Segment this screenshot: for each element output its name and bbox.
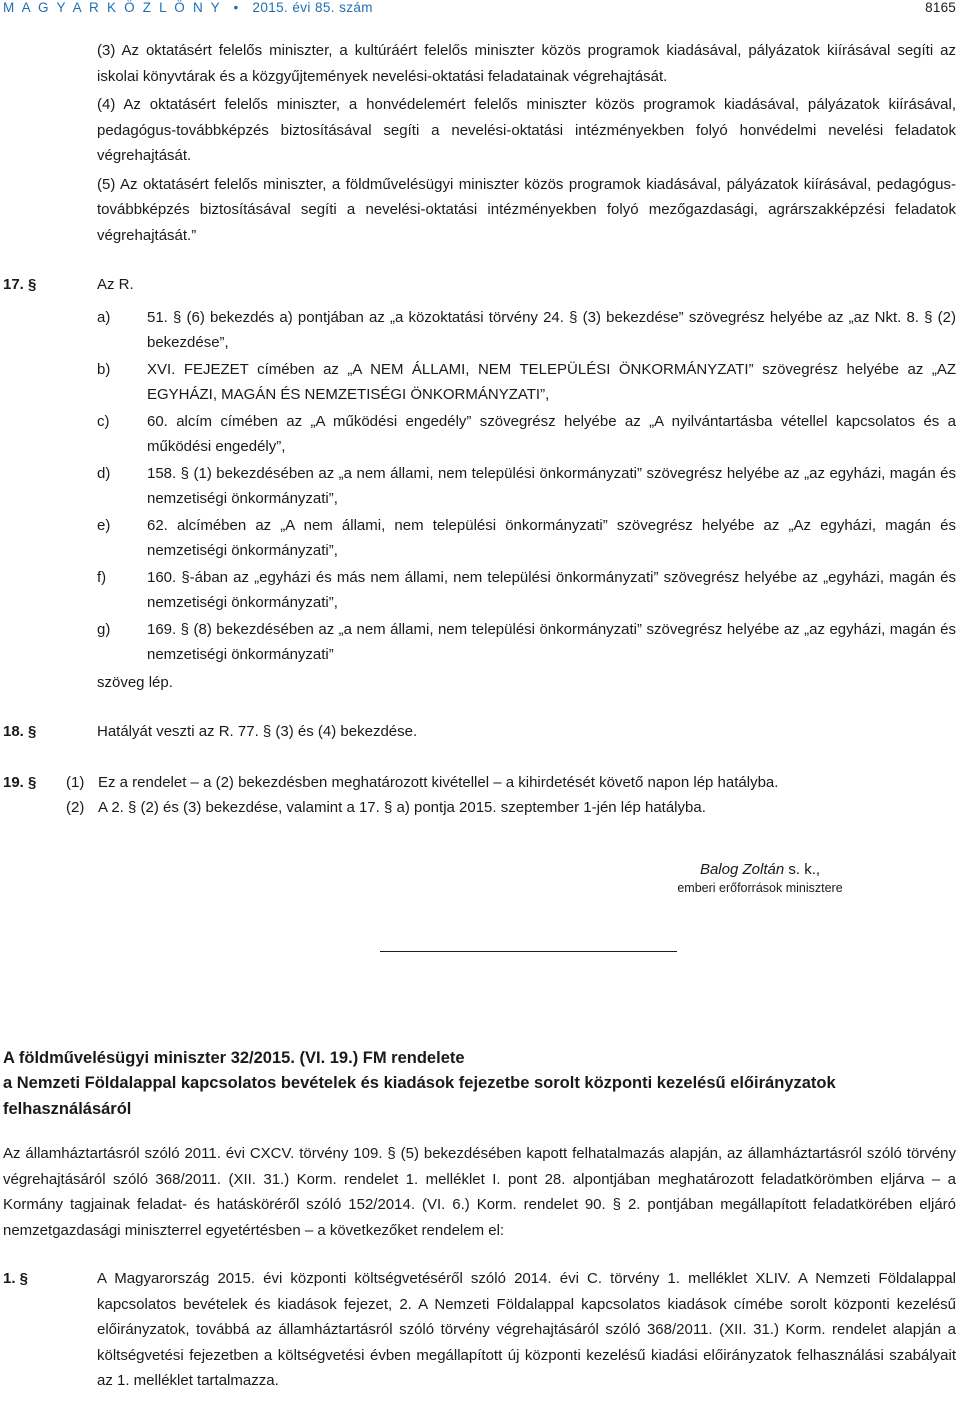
paragraph-4: (4) Az oktatásért felelős miniszter, a honvédelemért felelős miniszter közös programok kiadásával, pályázatok kiírásával, pedagógus-továbbképzés biztosításával segíti a nevelési-oktatási intézményekben folyó honvédelmi nevelési feladatok végrehajtását. [97, 96, 956, 164]
section-18 [0, 719, 960, 745]
item-text: 60. alcím címében az „A működési engedély” szövegrész helyébe az „A nyilvántartásba vétellel kapcsolatos és a működési engedély”, [147, 412, 956, 455]
publication-title: M A G Y A R K Ö Z L Ö N Y [3, 0, 222, 15]
item-text: 169. § (8) bekezdésében az „a nem állami, nem települési önkormányzati” szövegrész helyébe az „az egyházi, magán és nemzetiségi önkormányzati” [147, 620, 956, 663]
section-19 [0, 770, 960, 821]
item-label: g) [97, 620, 111, 638]
issue-number: 2015. évi 85. szám [252, 0, 373, 15]
section-number: 17. § [3, 276, 37, 293]
decree-title-line-1: A földművelésügyi miniszter 32/2015. (VI. 19.) FM rendelete [3, 1048, 465, 1067]
signatory-suffix: s. k., [784, 860, 821, 878]
section-number: 18. § [3, 723, 37, 740]
subsection-label: (1) [66, 773, 85, 791]
publication-info [3, 0, 373, 15]
amendment-item [97, 305, 956, 356]
item-label: e) [97, 516, 111, 534]
paragraph-5: (5) Az oktatásért felelős miniszter, a földművelésügyi miniszter közös programok kiadásával, pályázatok kiírásával, pedagógus-továbbképzés biztosításával segíti a nevelési-oktatási intézményekben folyó mezőgazdasági, agrárszakképzési feladatok végrehajtását.” [97, 175, 956, 244]
amendment-item [97, 409, 956, 460]
section-number: 19. § [3, 773, 37, 791]
item-text: 62. alcímében az „A nem állami, nem települési önkormányzati” szövegrész helyébe az „Az egyházi, magán és nemzetiségi önkormányzati”, [147, 516, 956, 559]
page-number: 8165 [925, 0, 956, 15]
amendment-item [97, 461, 956, 512]
amendment-item [97, 357, 956, 408]
subsection [66, 770, 956, 796]
item-label: b) [97, 360, 111, 378]
signature-block [620, 861, 900, 895]
decree-preamble: Az államháztartásról szóló 2011. évi CXCV. törvény 109. § (5) bekezdésében kapott felhatalmazás alapján, az államháztartásról szóló törvény végrehajtásáról szóló 368/2011. (XII. 31.) Korm. rendelet 1. melléklet I. pont 28. alpontjában meghatározott feladatkörömben eljárva – a Kormány tagjainak feladat- és hatásköréről szóló 152/2014. (VI. 6.) Korm. rendelet 90. § 2. pontjában megállapított feladatkörében eljáró nemzetgazdasági miniszterrel egyetértésben – a következőket rendelem el: [3, 1145, 956, 1239]
signatory-name: Balog Zoltán [699, 860, 785, 878]
subsection-text: Ez a rendelet – a (2) bekezdésben meghatározott kivétellel – a kihirdetését követő napon lép hatályba. [98, 773, 779, 791]
item-text: 158. § (1) bekezdésében az „a nem állami, nem települési önkormányzati” szövegrész helyébe az „az egyházi, magán és nemzetiségi önkormányzati”, [147, 464, 956, 507]
item-text: 160. §-ában az „egyházi és más nem állami, nem települési önkormányzati” szövegrész helyébe az „egyházi, magán és nemzetiségi önkormányzati”, [147, 568, 956, 611]
decree-section-1 [0, 1266, 960, 1394]
signatory-title: emberi erőforrások minisztere [677, 880, 843, 895]
paragraph-3: (3) Az oktatásért felelős miniszter, a kultúráért felelős miniszter közös programok kiadásával, pályázatok kiírásával segíti az iskolai könyvtárak és a közgyűjtemények nevelési-oktatási feladatainak végrehajtását. [97, 42, 956, 85]
section-number: 1. § [3, 1270, 29, 1287]
header-bullet: • [233, 0, 241, 15]
item-text: 51. § (6) bekezdés a) pontjában az „a közoktatási törvény 24. § (3) bekezdése” szövegrész helyébe az „az Nkt. 8. § (2) bekezdése”, [147, 308, 956, 351]
amendment-item [97, 617, 956, 668]
subsection-text: A 2. § (2) és (3) bekezdése, valamint a 17. § a) pontja 2015. szeptember 1-jén lép hatályba. [98, 799, 706, 816]
page-content [0, 38, 960, 1394]
decree-title [0, 1046, 960, 1123]
section-text: A Magyarország 2015. évi központi költségvetéséről szóló 2014. évi C. törvény 1. melléklet XLIV. A Nemzeti Földalappal kapcsolatos bevételek és kiadások fejezet, 2. A Nemzeti Földalappal kapcsolatos kiadások címébe sorolt központi kezelésű előirányzatok, továbbá az államháztartásról szóló törvény végrehajtásáról szóló 368/2011. (XII. 31.) Korm. rendelet alapján a költségvetési fejezetben a költségvetési évben megállapított új központi kezelésű kiadási előirányzatok felhasználási szabályait az 1. melléklet tartalmazza. [97, 1270, 956, 1389]
subsection [66, 795, 956, 821]
item-label: a) [97, 308, 111, 326]
section-intro: Az R. [97, 276, 134, 293]
section-17 [0, 272, 960, 695]
page-header [3, 0, 956, 22]
decree-title-line-2: a Nemzeti Földalappal kapcsolatos bevételek és kiadások fejezetbe sorolt központi kezelésű előirányzatok felhasználásáról [3, 1074, 836, 1118]
subsection-label: (2) [66, 799, 85, 816]
item-label: c) [97, 412, 110, 430]
item-text: XVI. FEJEZET címében az „A NEM ÁLLAMI, NEM TELEPÜLÉSI ÖNKORMÁNYZATI” szövegrész helyébe az „AZ EGYHÁZI, MAGÁN ÉS NEMZETISÉGI ÖNKORMÁNYZATI”, [147, 360, 956, 403]
item-label: d) [97, 464, 111, 482]
amendment-item [97, 565, 956, 616]
section-closing: szöveg lép. [97, 673, 173, 691]
item-label: f) [97, 568, 107, 586]
amendment-item [97, 513, 956, 564]
section-text: Hatályát veszti az R. 77. § (3) és (4) bekezdése. [97, 723, 418, 740]
